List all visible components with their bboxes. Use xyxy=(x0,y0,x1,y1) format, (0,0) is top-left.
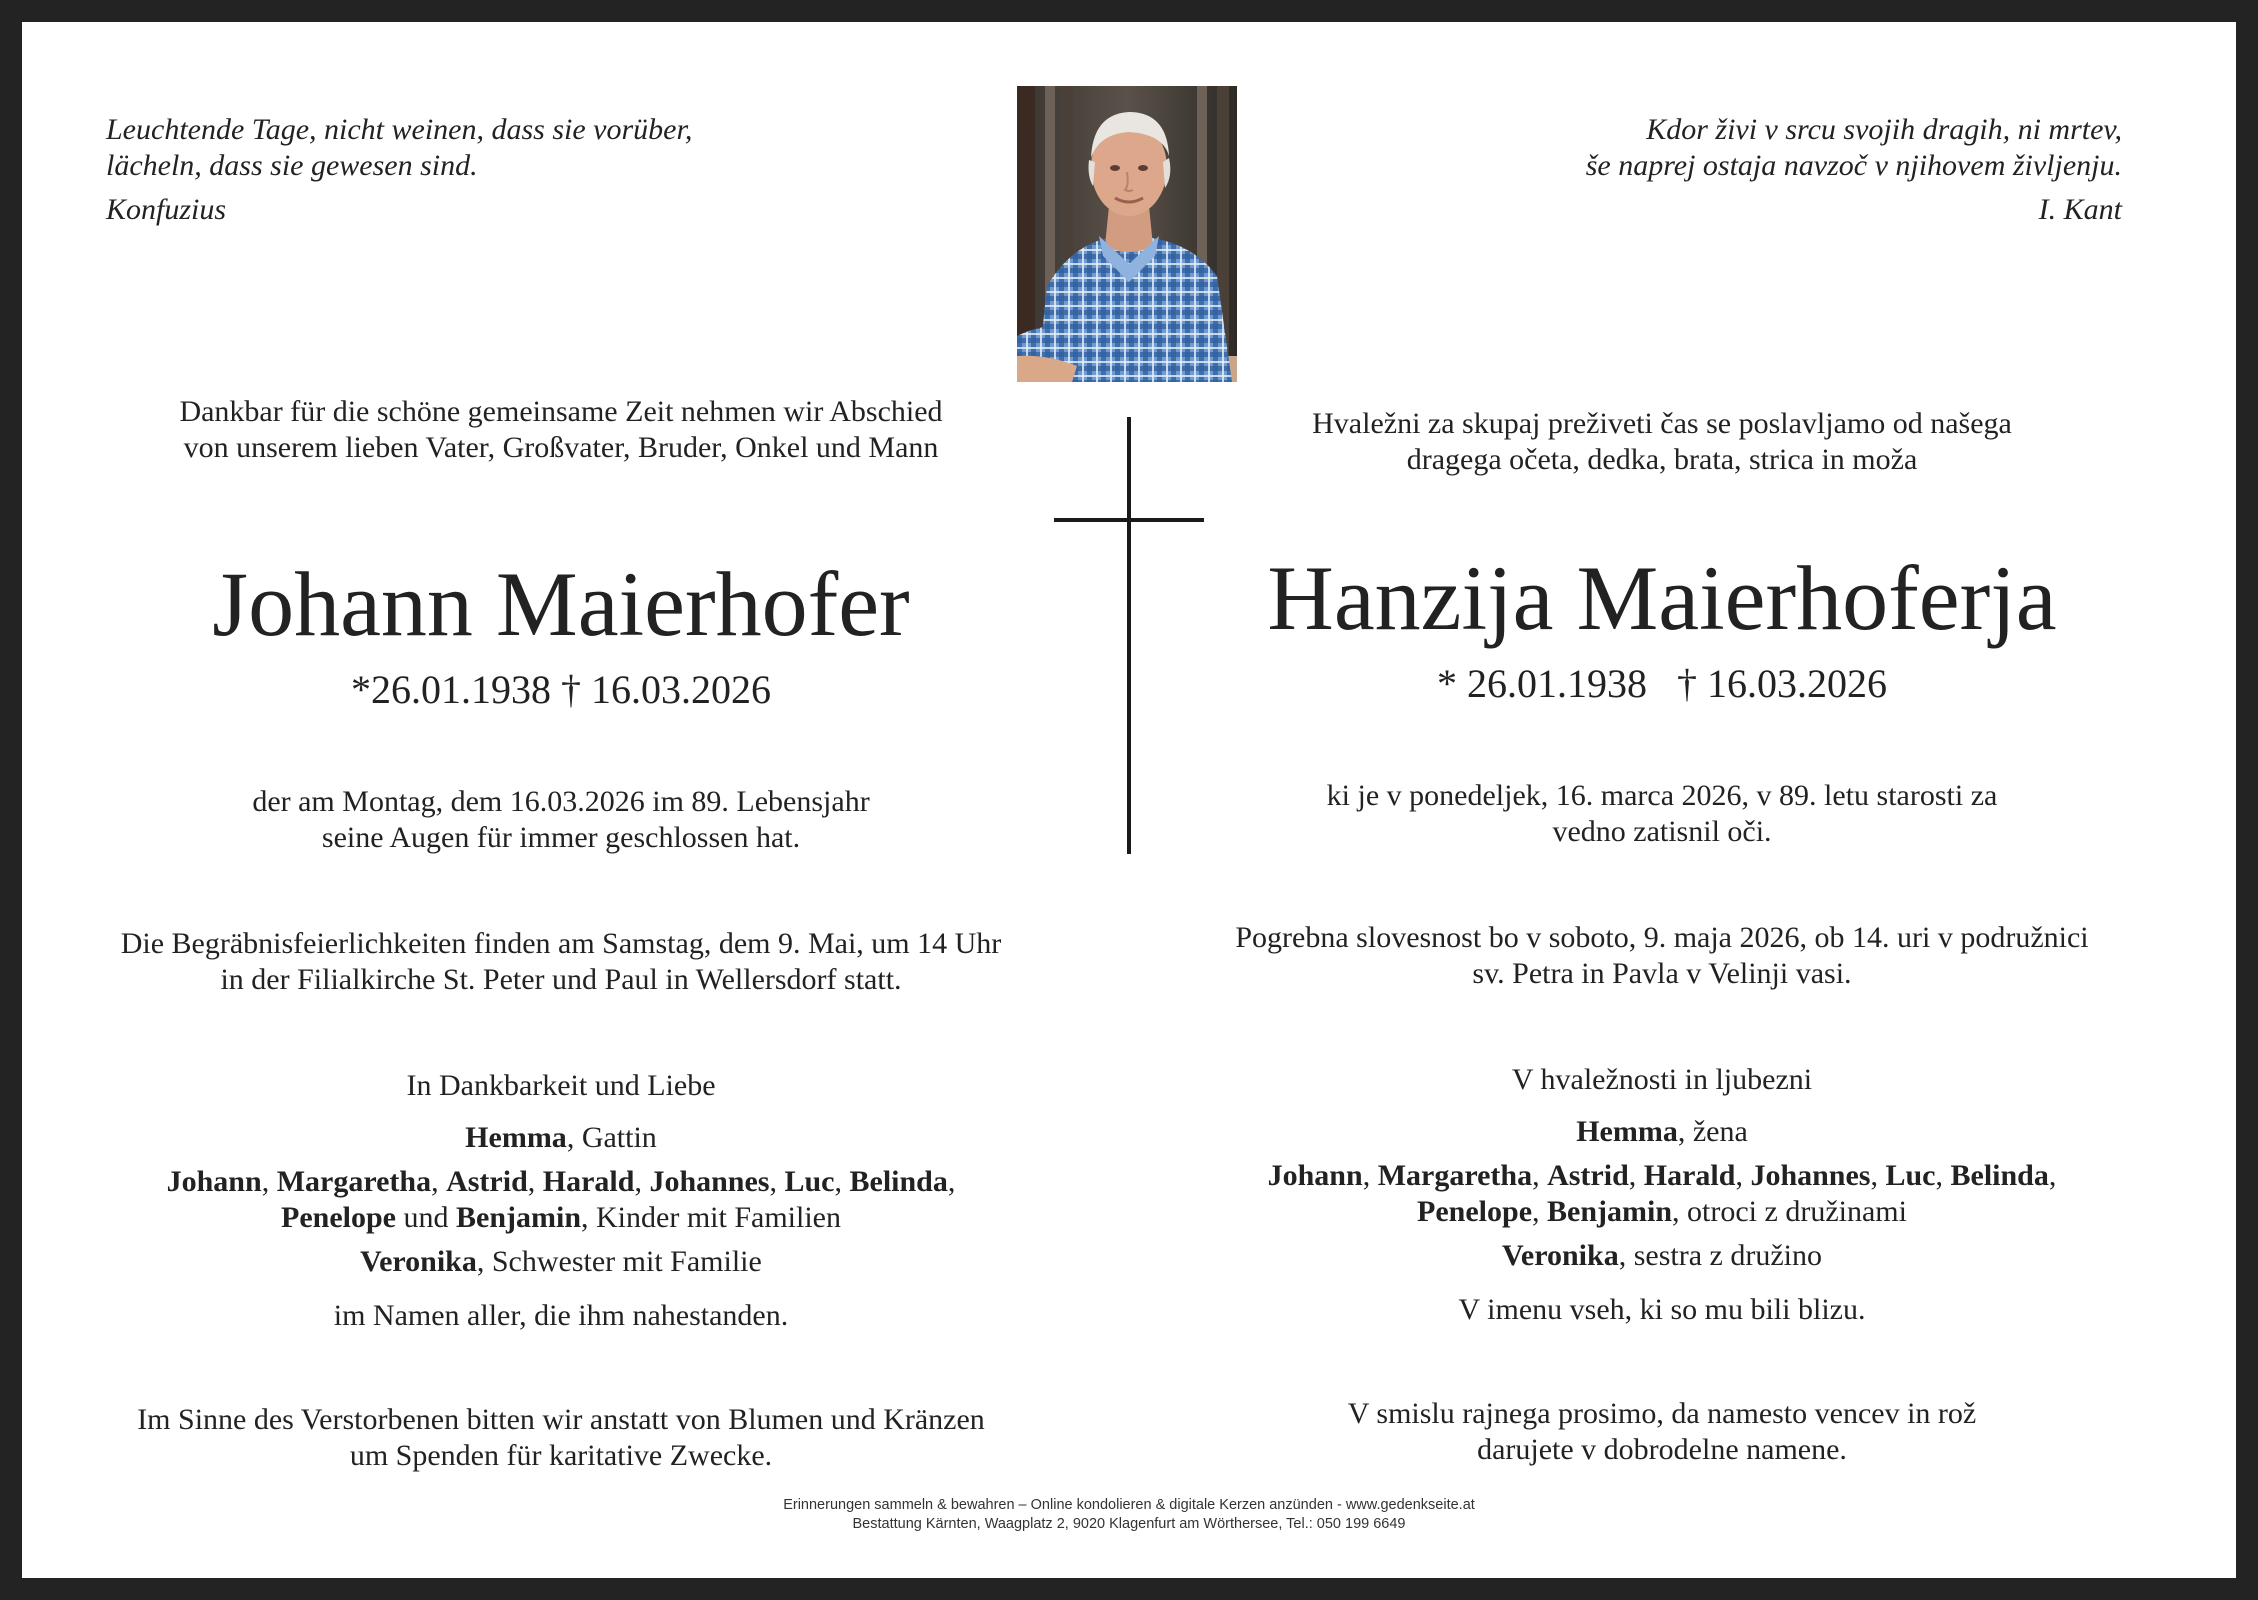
slovene-child: Margaretha xyxy=(1377,1159,1533,1192)
slovene-child: Astrid xyxy=(1547,1159,1629,1192)
german-child: Johannes xyxy=(649,1165,770,1198)
slovene-thanks: V hvaležnosti in ljubezni xyxy=(1511,1063,1813,1096)
slovene-children-relation: , otroci z družinami xyxy=(1672,1195,1907,1228)
german-dates: *26.01.1938 † 16.03.2026 xyxy=(351,667,771,712)
german-child: Harald xyxy=(542,1165,635,1198)
slovene-intro-line1: Hvaležni za skupaj preživeti čas se poslavljamo od našega xyxy=(1312,407,2012,440)
slovene-sister xyxy=(1172,1238,2152,1274)
slovene-child: Luc xyxy=(1885,1159,1936,1192)
slovene-death-notice xyxy=(1172,778,2152,850)
slovene-children: Johann, Margaretha, Astrid, Harald, Johannes, Luc, Belinda, Penelope, Benjamin, otroci z družinami xyxy=(1267,1159,2057,1228)
slovene-child: Johannes xyxy=(1750,1159,1871,1192)
obituary-card xyxy=(22,22,2236,1578)
german-sister-name: Veronika xyxy=(360,1245,477,1278)
slovene-intro xyxy=(1172,406,2152,478)
german-death-line2: seine Augen für immer geschlossen hat. xyxy=(321,821,801,854)
slovene-wife-relation: , žena xyxy=(1677,1115,1748,1148)
slovene-funeral-line2: sv. Petra in Pavla v Velinji vasi. xyxy=(1472,957,1852,990)
german-wife-relation: , Gattin xyxy=(566,1121,657,1154)
slovene-intro-line2: dragega očeta, dedka, brata, strica in moža xyxy=(1406,443,1918,476)
german-donation-request xyxy=(106,1402,1016,1474)
german-child: Luc xyxy=(784,1165,835,1198)
slovene-donation-line2: darujete v dobrodelne namene. xyxy=(1477,1433,1847,1466)
german-death-line1: der am Montag, dem 16.03.2026 im 89. Lebensjahr xyxy=(252,785,870,818)
german-intro-line2: von unserem lieben Vater, Großvater, Bruder, Onkel und Mann xyxy=(183,431,939,464)
slovene-child: Harald xyxy=(1643,1159,1736,1192)
german-children-relation: , Kinder mit Familien xyxy=(581,1201,841,1234)
german-intro-line1: Dankbar für die schöne gemeinsame Zeit nehmen wir Abschied xyxy=(179,395,943,428)
german-wife xyxy=(106,1120,1016,1156)
slovene-child: Johann xyxy=(1267,1159,1363,1192)
german-thanks: In Dankbarkeit und Liebe xyxy=(406,1069,716,1102)
slovene-child: Penelope xyxy=(1417,1195,1533,1228)
slovene-funeral-info xyxy=(1172,920,2152,992)
footer xyxy=(22,1496,2236,1534)
slovene-funeral-line1: Pogrebna slovesnost bo v soboto, 9. maja 2026, ob 14. uri v podružnici xyxy=(1235,921,2089,954)
quote-left-author: Konfuzius xyxy=(106,193,227,226)
slovene-closing: V imenu vseh, ki so mu bili blizu. xyxy=(1458,1293,1866,1326)
slovene-donation-request xyxy=(1172,1396,2152,1468)
portrait-illustration xyxy=(1017,86,1237,382)
slovene-child: Benjamin xyxy=(1547,1195,1673,1228)
slovene-child: Belinda xyxy=(1950,1159,2049,1192)
german-intro xyxy=(106,394,1016,466)
portrait-photo xyxy=(1017,86,1237,382)
german-child: Johann xyxy=(166,1165,262,1198)
german-child: Margaretha xyxy=(276,1165,432,1198)
slovene-sister-relation: , sestra z družino xyxy=(1618,1239,1822,1272)
german-funeral-info xyxy=(106,926,1016,998)
slovene-death-line2: vedno zatisnil oči. xyxy=(1552,815,1772,848)
footer-line2: Bestattung Kärnten, Waagplatz 2, 9020 Klagenfurt am Wörthersee, Tel.: 050 199 6649 xyxy=(852,1516,1406,1532)
german-child: Benjamin xyxy=(456,1201,582,1234)
quote-right-line2: še naprej ostaja navzoč v njihovem življenju. xyxy=(1585,149,2122,182)
german-death-notice xyxy=(106,784,1016,856)
german-deceased-name: Johann Maierhofer xyxy=(212,553,910,655)
slovene-donation-line1: V smislu rajnega prosimo, da namesto vencev in rož xyxy=(1347,1397,1977,1430)
german-sister xyxy=(106,1244,1016,1280)
german-wife-name: Hemma xyxy=(465,1121,567,1154)
quote-right-author: I. Kant xyxy=(2038,193,2122,226)
german-children-conjunction: und xyxy=(396,1201,456,1234)
slovene-deceased-name: Hanzija Maierhoferja xyxy=(1267,547,2057,649)
german-child: Belinda xyxy=(849,1165,948,1198)
quote-left-line1: Leuchtende Tage, nicht weinen, dass sie vorüber, xyxy=(106,113,693,146)
german-funeral-line2: in der Filialkirche St. Peter und Paul in Wellersdorf statt. xyxy=(220,963,902,996)
slovene-wife-name: Hemma xyxy=(1576,1115,1678,1148)
slovene-children-conjunction: , xyxy=(1532,1195,1548,1228)
german-sister-relation: , Schwester mit Familie xyxy=(476,1245,762,1278)
german-child: Astrid xyxy=(446,1165,528,1198)
slovene-death-line1: ki je v ponedeljek, 16. marca 2026, v 89. letu starosti za xyxy=(1326,779,1998,812)
slovene-dates: * 26.01.1938 † 16.03.2026 xyxy=(1437,661,1887,706)
slovene-wife xyxy=(1172,1114,2152,1150)
quote-left xyxy=(106,112,906,228)
german-funeral-line1: Die Begräbnisfeierlichkeiten finden am Samstag, dem 9. Mai, um 14 Uhr xyxy=(120,927,1002,960)
german-donation-line2: um Spenden für karitative Zwecke. xyxy=(349,1439,773,1472)
german-child: Penelope xyxy=(281,1201,396,1234)
footer-line1: Erinnerungen sammeln & bewahren – Online kondolieren & digitale Kerzen anzünden - www.gedenkseite.at xyxy=(783,1497,1475,1513)
slovene-sister-name: Veronika xyxy=(1502,1239,1619,1272)
quote-right-line1: Kdor živi v srcu svojih dragih, ni mrtev, xyxy=(1646,113,2122,146)
german-donation-line1: Im Sinne des Verstorbenen bitten wir anstatt von Blumen und Kränzen xyxy=(137,1403,985,1436)
german-closing: im Namen aller, die ihm nahestanden. xyxy=(333,1299,789,1332)
quote-right xyxy=(1322,112,2122,228)
quote-left-line2: lächeln, dass sie gewesen sind. xyxy=(106,149,478,182)
cross-horizontal-bar xyxy=(1054,518,1204,522)
cross-vertical-bar xyxy=(1127,417,1131,854)
german-children: Johann, Margaretha, Astrid, Harald, Johannes, Luc, Belinda, Penelope und Benjamin, Kinder mit Familien xyxy=(166,1165,956,1234)
